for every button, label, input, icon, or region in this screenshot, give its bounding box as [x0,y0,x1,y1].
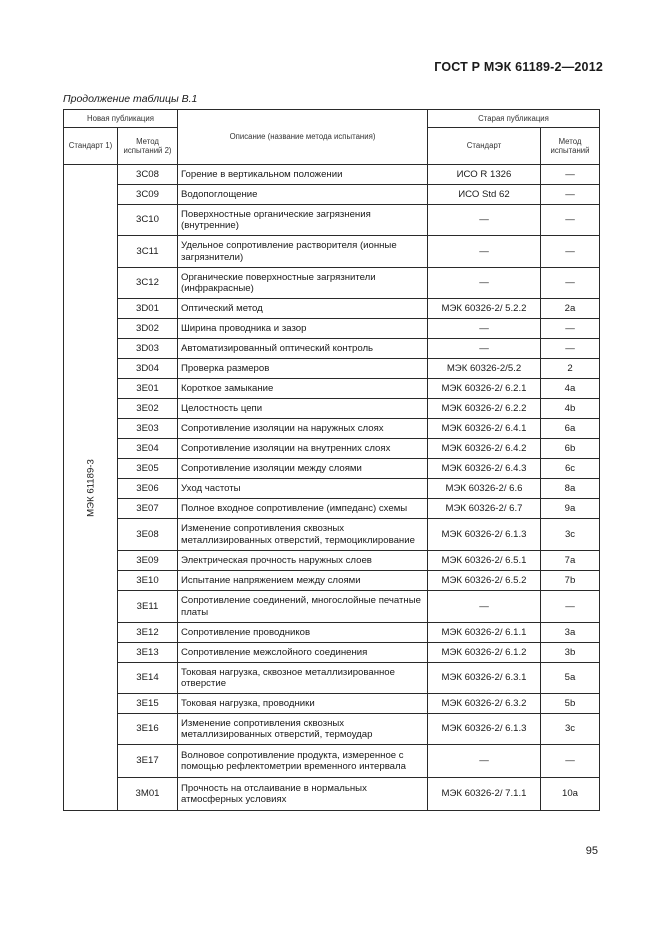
table-row [64,165,600,185]
method-code-cell: 3E03 [118,419,178,439]
test-methods-table [63,109,600,811]
table-row [64,379,600,399]
description-cell: Токовая нагрузка, сквозное металлизированное отверстие [178,663,428,694]
old-standard-cell: МЭК 60326-2/ 6.3.1 [428,663,541,694]
old-standard-cell: — [428,339,541,359]
table-row [64,778,600,811]
old-standard-cell: МЭК 60326-2/ 6.4.2 [428,439,541,459]
old-method-cell: 10a [541,778,600,811]
method-code-cell: 3C11 [118,236,178,268]
method-code-cell: 3E04 [118,439,178,459]
old-method-cell: 6b [541,439,600,459]
table-row [64,519,600,551]
description-cell: Ширина проводника и зазор [178,319,428,339]
old-standard-cell: — [428,236,541,268]
method-code-cell: 3M01 [118,778,178,811]
table-row [64,745,600,778]
vertical-standard-cell [64,165,118,811]
description-cell: Удельное сопротивление растворителя (ионные загрязнители) [178,236,428,268]
table-caption: Продолжение таблицы В.1 [63,93,198,105]
old-method-cell: — [541,319,600,339]
old-method-cell: 3a [541,623,600,643]
method-code-cell: 3E13 [118,643,178,663]
description-cell: Сопротивление изоляции на внутренних слоях [178,439,428,459]
method-code-cell: 3E16 [118,714,178,745]
old-standard-cell: МЭК 60326-2/ 5.2.2 [428,299,541,319]
description-cell: Органические поверхностные загрязнители (инфракрасные) [178,268,428,299]
description-cell: Целостность цепи [178,399,428,419]
description-cell: Изменение сопротивления сквозных металлизированных отверстий, термоциклирование [178,519,428,551]
method-code-cell: 3D03 [118,339,178,359]
description-cell: Волновое сопротивление продукта, измеренное с помощью рефлектометрии временного интервала [178,745,428,778]
table-row [64,459,600,479]
description-cell: Изменение сопротивления сквозных металлизированных отверстий, термоудар [178,714,428,745]
table-row [64,319,600,339]
method-code-cell: 3E06 [118,479,178,499]
method-code-cell: 3C10 [118,205,178,236]
old-standard-cell: МЭК 60326-2/ 6.6 [428,479,541,499]
old-standard-cell: — [428,205,541,236]
old-standard-cell: МЭК 60326-2/ 6.4.3 [428,459,541,479]
method-code-cell: 3E15 [118,694,178,714]
old-standard-cell: МЭК 60326-2/ 6.3.2 [428,694,541,714]
old-standard-cell: ИСО R 1326 [428,165,541,185]
old-method-cell: 2 [541,359,600,379]
old-method-cell: 8a [541,479,600,499]
old-standard-cell: МЭК 60326-2/ 6.5.1 [428,551,541,571]
old-method-cell: 2a [541,299,600,319]
old-method-cell: 4a [541,379,600,399]
description-cell: Сопротивление проводников [178,623,428,643]
table-row [64,236,600,268]
description-cell: Электрическая прочность наружных слоев [178,551,428,571]
method-code-cell: 3C08 [118,165,178,185]
description-cell: Сопротивление межслойного соединения [178,643,428,663]
table-row [64,399,600,419]
old-standard-cell: МЭК 60326-2/5.2 [428,359,541,379]
old-method-cell: — [541,236,600,268]
table-row [64,663,600,694]
col-method-old-header: Метод испытаний [541,128,600,165]
method-code-cell: 3E02 [118,399,178,419]
method-code-cell: 3E09 [118,551,178,571]
old-standard-cell: МЭК 60326-2/ 6.4.1 [428,419,541,439]
method-code-cell: 3E07 [118,499,178,519]
old-method-cell: — [541,165,600,185]
old-standard-cell: МЭК 60326-2/ 7.1.1 [428,778,541,811]
table-row [64,551,600,571]
description-cell: Сопротивление изоляции между слоями [178,459,428,479]
description-cell: Автоматизированный оптический контроль [178,339,428,359]
table-row [64,359,600,379]
old-standard-cell: МЭК 60326-2/ 6.1.2 [428,643,541,663]
old-standard-cell: — [428,268,541,299]
old-method-cell: 7b [541,571,600,591]
table-body [64,165,600,811]
group-new-publication: Новая публикация [64,110,178,128]
old-method-cell: — [541,185,600,205]
method-code-cell: 3E10 [118,571,178,591]
description-cell: Водопоглощение [178,185,428,205]
page-number: 95 [585,845,598,857]
old-standard-cell: МЭК 60326-2/ 6.1.3 [428,714,541,745]
table-row [64,299,600,319]
method-code-cell: 3E12 [118,623,178,643]
old-standard-cell: — [428,319,541,339]
table-row [64,499,600,519]
table-row [64,571,600,591]
description-cell: Сопротивление соединений, многослойные печатные платы [178,591,428,623]
group-old-publication: Старая публикация [428,110,600,128]
old-method-cell: 5b [541,694,600,714]
table-row [64,268,600,299]
old-method-cell: 3c [541,714,600,745]
old-method-cell: 9a [541,499,600,519]
old-method-cell: — [541,339,600,359]
col-method-new-header: Метод испытаний 2) [118,128,178,165]
method-code-cell: 3E05 [118,459,178,479]
col-standard-new-header: Стандарт 1) [64,128,118,165]
method-code-cell: 3E08 [118,519,178,551]
table-row [64,339,600,359]
old-method-cell: 6c [541,459,600,479]
method-code-cell: 3D02 [118,319,178,339]
document-code: ГОСТ Р МЭК 61189-2—2012 [434,60,603,74]
method-code-cell: 3E01 [118,379,178,399]
old-standard-cell: МЭК 60326-2/ 6.5.2 [428,571,541,591]
col-standard-old-header: Стандарт [428,128,541,165]
description-cell: Короткое замыкание [178,379,428,399]
old-standard-cell: МЭК 60326-2/ 6.2.1 [428,379,541,399]
table-row [64,205,600,236]
old-method-cell: 5a [541,663,600,694]
table-row [64,694,600,714]
method-code-cell: 3D01 [118,299,178,319]
description-cell: Полное входное сопротивление (импеданс) схемы [178,499,428,519]
table-row [64,643,600,663]
description-cell: Прочность на отслаивание в нормальных атмосферных условиях [178,778,428,811]
table-row [64,714,600,745]
method-code-cell: 3E14 [118,663,178,694]
old-standard-cell: МЭК 60326-2/ 6.2.2 [428,399,541,419]
table-row [64,439,600,459]
old-method-cell: — [541,205,600,236]
method-code-cell: 3C09 [118,185,178,205]
old-method-cell: — [541,268,600,299]
old-standard-cell: МЭК 60326-2/ 6.1.1 [428,623,541,643]
old-method-cell: 3b [541,643,600,663]
old-method-cell: — [541,591,600,623]
table-row [64,591,600,623]
old-standard-cell: МЭК 60326-2/ 6.7 [428,499,541,519]
table-row [64,185,600,205]
old-standard-cell: МЭК 60326-2/ 6.1.3 [428,519,541,551]
description-cell: Поверхностные органические загрязнения (внутренние) [178,205,428,236]
table-row [64,479,600,499]
description-cell: Оптический метод [178,299,428,319]
method-code-cell: 3E11 [118,591,178,623]
method-code-cell: 3D04 [118,359,178,379]
description-cell: Токовая нагрузка, проводники [178,694,428,714]
description-cell: Испытание напряжением между слоями [178,571,428,591]
description-cell: Сопротивление изоляции на наружных слоях [178,419,428,439]
description-cell: Проверка размеров [178,359,428,379]
old-method-cell: 4b [541,399,600,419]
old-standard-cell: — [428,745,541,778]
old-method-cell: 3c [541,519,600,551]
old-method-cell: 6a [541,419,600,439]
method-code-cell: 3C12 [118,268,178,299]
table-row [64,419,600,439]
vertical-standard-label: МЭК 61189-3 [84,458,96,517]
old-method-cell: — [541,745,600,778]
old-method-cell: 7a [541,551,600,571]
method-code-cell: 3E17 [118,745,178,778]
col-description-header: Описание (название метода испытания) [178,110,428,165]
old-standard-cell: ИСО Std 62 [428,185,541,205]
description-cell: Горение в вертикальном положении [178,165,428,185]
table-row [64,623,600,643]
old-standard-cell: — [428,591,541,623]
description-cell: Уход частоты [178,479,428,499]
